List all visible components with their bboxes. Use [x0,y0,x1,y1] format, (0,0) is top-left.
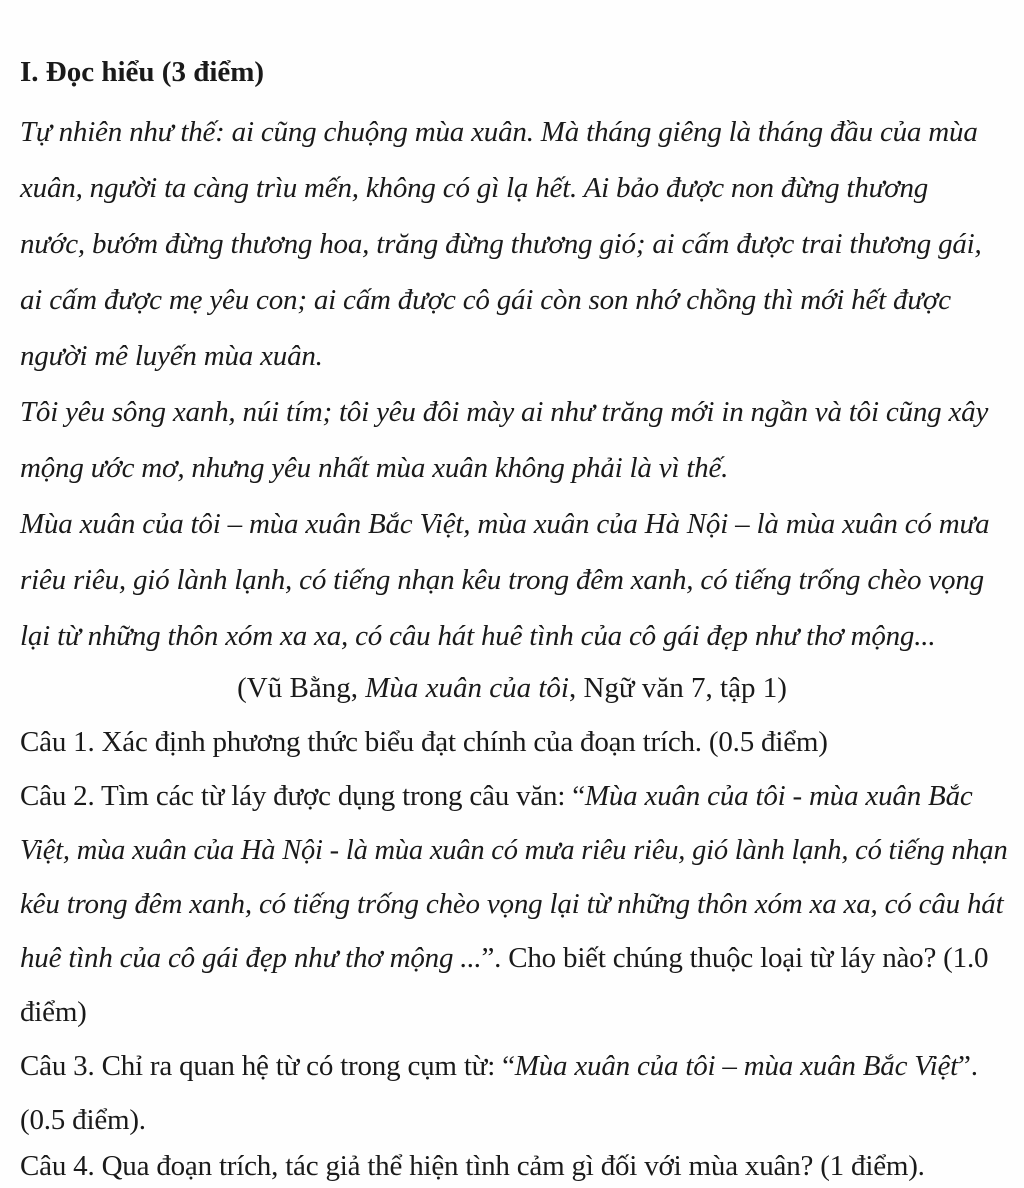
question-3-line-2: (0.5 điểm). [20,1104,146,1136]
passage-p1-line-1: Tự nhiên như thế: ai cũng chuộng mùa xuân. Mà tháng giêng là tháng đầu của mùa [20,116,978,148]
question-2-line-5: điểm) [20,996,87,1028]
q2-quote-part-3: kêu trong đêm xanh, có tiếng trống chèo vọng lại từ những thôn xóm xa xa, có câu hát [20,888,1004,920]
question-2-line-2 [20,834,1007,867]
passage-p3-line-2: riêu riêu, gió lành lạnh, có tiếng nhạn kêu trong đêm xanh, có tiếng trống chèo vọng [20,564,984,596]
passage-p2-line-1: Tôi yêu sông xanh, núi tím; tôi yêu đôi mày ai như trăng mới in ngần và tôi cũng xây [20,396,989,428]
q2-quote-part-2: Việt, mùa xuân của Hà Nội - là mùa xuân có mưa riêu riêu, gió lành lạnh, có tiếng nhạn [20,834,1008,866]
passage-p3-line-1: Mùa xuân của tôi – mùa xuân Bắc Việt, mùa xuân của Hà Nội – là mùa xuân có mưa [20,508,990,540]
section-heading: I. Đọc hiểu (3 điểm) [20,56,265,88]
q2-prompt: Câu 2. Tìm các từ láy được dụng trong câu văn: “ [20,780,585,812]
citation-open: (Vũ Bằng, [237,672,366,704]
passage-p1-line-2: xuân, người ta càng trìu mến, không có gì lạ hết. Ai bảo được non đừng thương [20,172,929,204]
passage-p1-line-3: nước, bướm đừng thương hoa, trăng đừng thương gió; ai cấm được trai thương gái, [20,228,982,260]
citation-close: , Ngữ văn 7, tập 1) [568,672,787,704]
question-2-line-3 [20,888,1003,921]
q2-quote-part-1: Mùa xuân của tôi - mùa xuân Bắc [584,780,973,812]
question-2-line-4 [20,942,988,975]
q2-quote-part-4: huê tình của cô gái đẹp như thơ mộng ... [20,942,482,974]
passage-p1-line-5: người mê luyến mùa xuân. [20,340,323,372]
passage-p3-line-3: lại từ những thôn xóm xa xa, có câu hát huê tình của cô gái đẹp như thơ mộng... [20,620,936,652]
question-1: Câu 1. Xác định phương thức biểu đạt chính của đoạn trích. (0.5 điểm) [20,726,828,758]
citation-title: Mùa xuân của tôi [365,672,569,704]
source-citation [0,672,1024,705]
question-2-line-1 [20,780,973,813]
question-4: Câu 4. Qua đoạn trích, tác giả thể hiện tình cảm gì đối với mùa xuân? (1 điểm). [20,1150,925,1182]
question-3-line-1 [20,1050,978,1083]
q3-quote-end: ”. [958,1050,978,1082]
q3-prompt: Câu 3. Chỉ ra quan hệ từ có trong cụm từ: “ [20,1050,515,1082]
q2-followup: ”. Cho biết chúng thuộc loại từ láy nào? (1.0 [481,942,989,974]
q3-quote: Mùa xuân của tôi – mùa xuân Bắc Việt [514,1050,959,1082]
passage-p2-line-2: mộng ước mơ, nhưng yêu nhất mùa xuân không phải là vì thế. [20,452,729,484]
passage-p1-line-4: ai cấm được mẹ yêu con; ai cấm được cô gái còn son nhớ chồng thì mới hết được [20,284,951,316]
